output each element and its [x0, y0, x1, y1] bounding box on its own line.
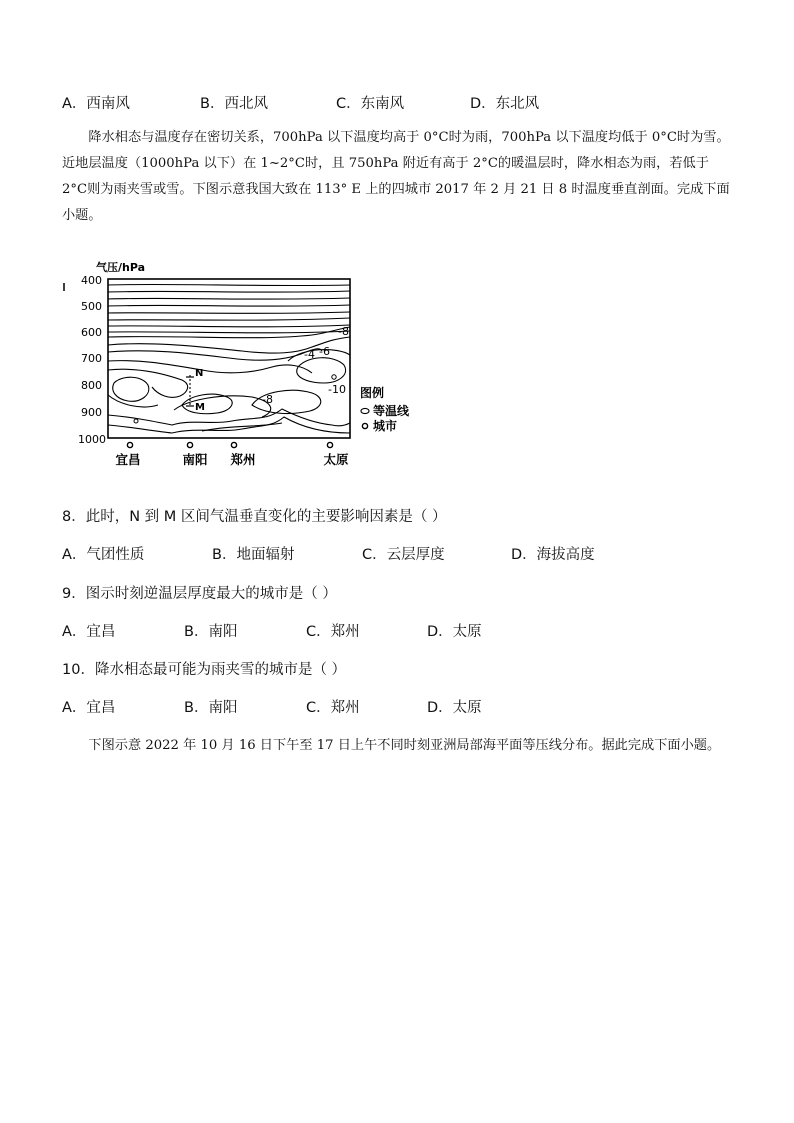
- point-label-n: N: [195, 368, 204, 379]
- q10-option-c[interactable]: C．郑州: [306, 700, 360, 716]
- city-label-taiyuan: 太原: [323, 452, 349, 467]
- q8-option-a[interactable]: A．气团性质: [62, 547, 145, 563]
- legend-isotherm-icon: [361, 408, 369, 413]
- q8-option-b[interactable]: B．地面辐射: [212, 547, 295, 563]
- y-tick-1000: 1000: [78, 433, 106, 446]
- point-label-m: M: [195, 402, 205, 413]
- y-tick-400: 400: [81, 274, 102, 287]
- q10-option-b[interactable]: B．南阳: [184, 700, 238, 716]
- q9-stem: 9．图示时刻逆温层厚度最大的城市是（ ）: [62, 586, 337, 602]
- legend-title: 图例: [360, 386, 385, 400]
- q8-stem: 8．此时，N 到 M 区间气温垂直变化的主要影响因素是（ ）: [62, 509, 447, 525]
- legend-city-icon: [362, 423, 367, 428]
- city-marker-taiyuan: [327, 442, 332, 447]
- q9-option-c[interactable]: C．郑州: [306, 624, 360, 640]
- q9-option-b[interactable]: B．南阳: [184, 624, 238, 640]
- contour-label-minus4: -4: [304, 348, 315, 361]
- legend-city-label: 城市: [373, 419, 398, 433]
- contour-label-minus10: -10: [328, 383, 346, 396]
- contour-marker: [332, 375, 336, 379]
- q10-option-a[interactable]: A．宜昌: [62, 700, 116, 716]
- q8-option-d[interactable]: D．海拔高度: [511, 547, 595, 563]
- next-intro-paragraph: 下图示意 2022 年 10 月 16 日下午至 17 日上午不同时刻亚洲局部海平面等压线分布。据此完成下面小题。: [88, 738, 721, 753]
- temperature-cross-section-figure: [62, 255, 410, 470]
- q8-option-c[interactable]: C．云层厚度: [362, 547, 445, 563]
- y-tick-500: 500: [81, 300, 102, 313]
- q7-option-d[interactable]: D．东北风: [470, 96, 540, 112]
- city-marker-yichang: [127, 442, 132, 447]
- plot-dot: [134, 419, 138, 423]
- contour-label-minus8-top: -8: [338, 325, 349, 338]
- city-marker-nanyang: [187, 442, 192, 447]
- contour-label-minus8-center: -8: [262, 393, 273, 406]
- city-marker-zhengzhou: [231, 442, 236, 447]
- intro-paragraph: 降水相态与温度存在密切关系，700hPa 以下温度均高于 0°C时为雨，700hPa 以下温度均低于 0°C时为雪。近地层温度（1000hPa 以下）在 1~2°C时，且 750hPa 附近有高于 2°C的暖温层时，降水相态为雨，若低于 2°C则为雨夹雪或雪。下图示意我国大致在 113° E 上的四城市 2017 年 2 月 21 日 8 时温度垂直剖面。完成下面小题。: [62, 130, 730, 223]
- city-label-zhengzhou: 郑州: [230, 452, 256, 467]
- city-label-nanyang: 南阳: [182, 452, 208, 467]
- y-tick-600: 600: [81, 326, 102, 339]
- q10-stem: 10．降水相态最可能为雨夹雪的城市是（ ）: [62, 662, 347, 678]
- y-tick-700: 700: [81, 352, 102, 365]
- q7-option-b[interactable]: B．西北风: [200, 96, 268, 112]
- q9-option-d[interactable]: D．太原: [427, 624, 482, 640]
- legend-isotherm-label: 等温线: [373, 404, 410, 418]
- city-label-yichang: 宜昌: [115, 452, 141, 467]
- q9-option-a[interactable]: A．宜昌: [62, 624, 116, 640]
- y-tick-900: 900: [81, 406, 102, 419]
- q7-option-a[interactable]: A．西南风: [62, 96, 130, 112]
- y-tick-800: 800: [81, 379, 102, 392]
- y-axis-title: 气压/hPa: [96, 261, 146, 274]
- q10-option-d[interactable]: D．太原: [427, 700, 482, 716]
- q7-option-c[interactable]: C．东南风: [336, 96, 405, 112]
- contour-label-minus6: -6: [319, 345, 330, 358]
